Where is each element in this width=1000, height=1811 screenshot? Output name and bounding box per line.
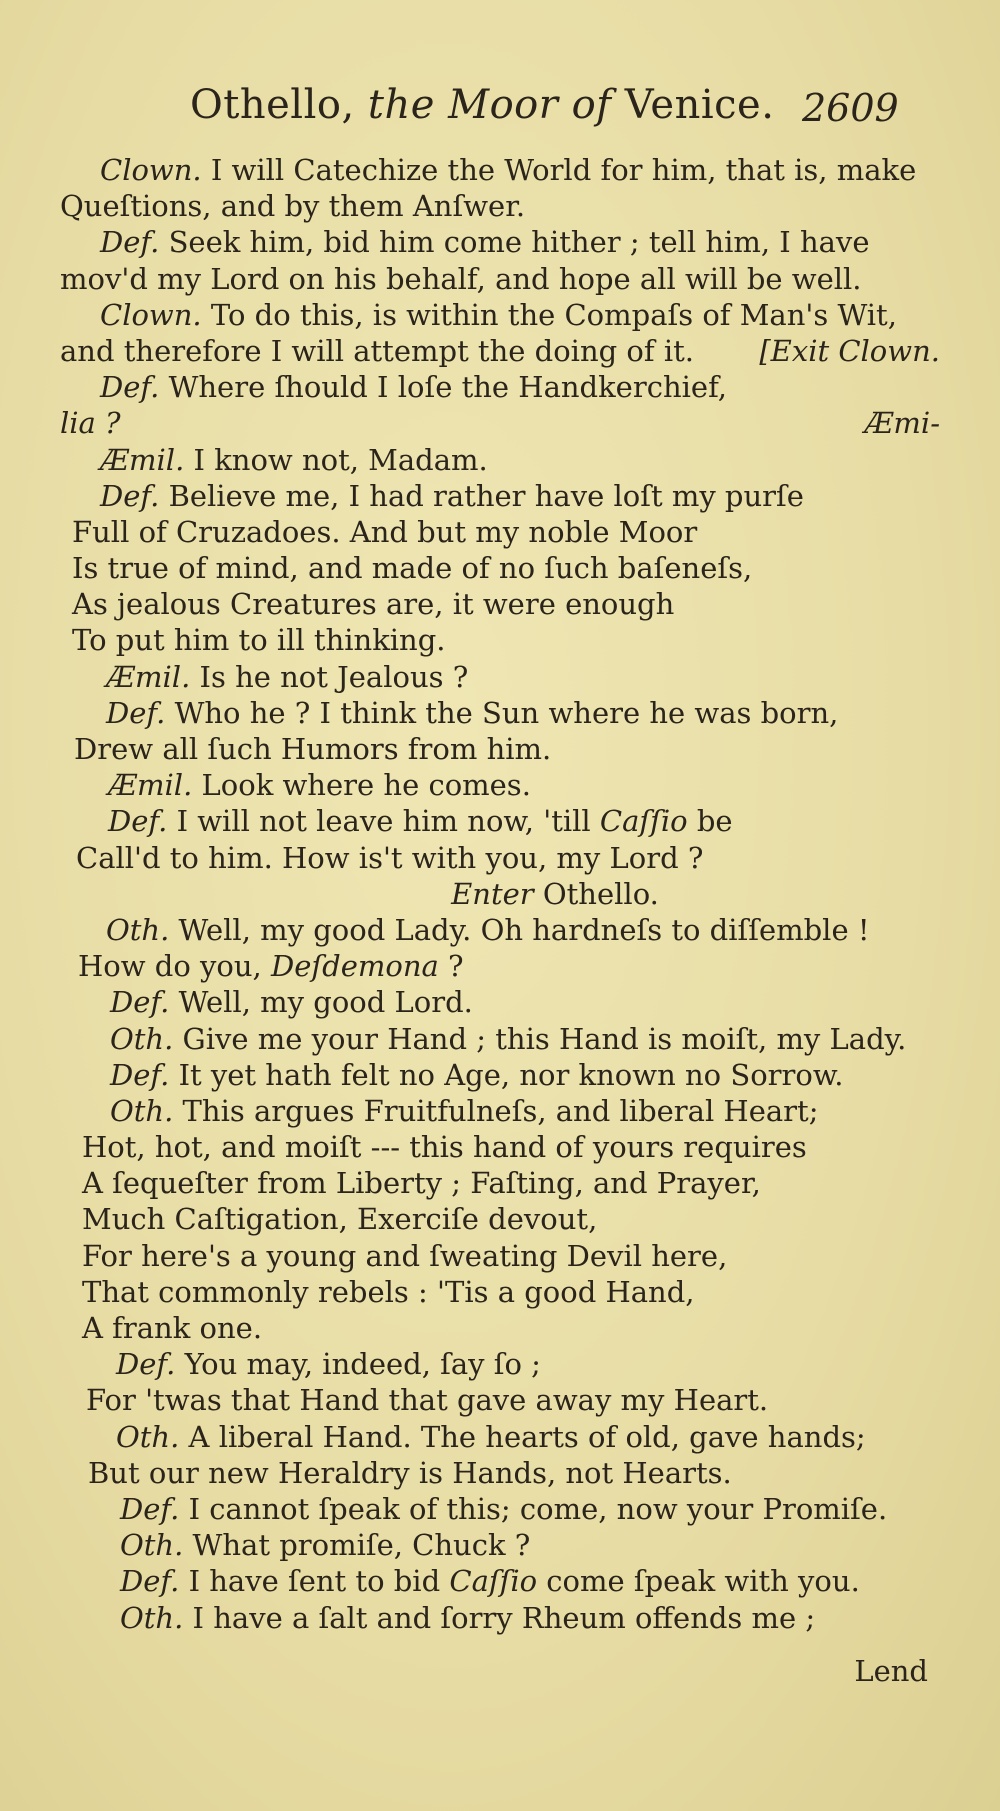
text-line	[60, 1346, 940, 1382]
line-text: What promiſe, Chuck ?	[192, 1528, 531, 1563]
speaker-name: Def.	[120, 1491, 180, 1526]
play-text	[60, 152, 940, 1636]
line-text: Hot, hot, and moiſt --- this hand of yours requires	[82, 1130, 807, 1165]
text-line	[60, 478, 940, 514]
running-title	[190, 82, 774, 128]
text-line	[60, 1455, 940, 1491]
speaker-name: Def.	[120, 1564, 180, 1599]
line-text: I have a ſalt and ſorry Rheum offends me ;	[192, 1600, 816, 1635]
text-line	[60, 1165, 940, 1201]
stage-direction-enter: Enter	[451, 876, 534, 911]
speaker-name: Oth.	[120, 1528, 184, 1563]
line-text: mov'd my Lord on his behalf, and hope all will be well.	[60, 261, 862, 296]
line-text: But our new Heraldry is Hands, not Hearts.	[88, 1455, 732, 1490]
line-text: Call'd to him. How is't with you, my Lord ?	[76, 840, 704, 875]
speaker-name: Def.	[110, 1057, 170, 1092]
text-line	[60, 912, 940, 948]
text-line	[60, 622, 940, 658]
line-text: Drew all ſuch Humors from him.	[74, 732, 552, 766]
line-text: Well, my good Lady. Oh hardneſs to diſſemble !	[178, 912, 870, 947]
line-text: For here's a young and ſweating Devil here,	[82, 1238, 728, 1273]
text-line	[60, 731, 940, 767]
line-text: To do this, is within the Compaſs of Man's Wit,	[210, 297, 897, 332]
line-text: A liberal Hand. The hearts of old, gave hands;	[188, 1419, 866, 1454]
line-text: I know not, Madam.	[193, 442, 488, 477]
running-title-italic: the Moor of	[367, 82, 612, 128]
text-line	[60, 261, 940, 297]
speaker-name: Æmil.	[108, 768, 193, 803]
text-line	[60, 767, 940, 803]
text-line	[60, 1419, 940, 1455]
line-text: I will Catechize the World for him, that is, make	[210, 153, 917, 187]
line-text: Queſtions, and by them Anſwer.	[60, 189, 526, 224]
line-text: Well, my good Lord.	[178, 985, 473, 1020]
text-line	[60, 188, 940, 224]
text-line	[60, 405, 940, 441]
speaker-name: Oth.	[110, 1021, 174, 1056]
text-line	[60, 1563, 940, 1599]
line-text: A frank one.	[82, 1311, 263, 1345]
line-text-tail: ?	[448, 949, 464, 984]
line-text-tail: come ſpeak with you.	[546, 1564, 860, 1599]
line-text: and therefore I will attempt the doing of it.	[60, 333, 694, 368]
running-title-part: Othello,	[190, 82, 355, 128]
text-line	[60, 1093, 940, 1129]
speaker-name: Def.	[100, 225, 160, 260]
line-text: I cannot ſpeak of this; come, now your Promiſe.	[188, 1491, 888, 1526]
speaker-name: Def.	[110, 985, 170, 1020]
italic-name: Caſſio	[449, 1564, 538, 1599]
line-text: For 'twas that Hand that gave away my Heart.	[86, 1383, 769, 1418]
text-line	[60, 1527, 940, 1563]
line-text: I will not leave him now, 'till	[176, 804, 591, 839]
speaker-name: Æmil.	[106, 659, 191, 694]
line-text-tail: be	[696, 804, 733, 839]
line-text: Seek him, bid him come hither ; tell him, I have	[168, 225, 870, 260]
text-line	[60, 586, 940, 622]
line-text: You may, indeed, ſay ſo ;	[184, 1347, 541, 1382]
line-text: Believe me, I had rather have loſt my purſe	[168, 478, 804, 513]
line-text: I have ſent to bid	[188, 1564, 441, 1599]
line-text: Much Caſtigation, Exerciſe devout,	[82, 1202, 598, 1237]
speaker-name: Clown.	[100, 153, 202, 187]
speaker-name: lia ?	[60, 406, 121, 441]
stage-direction-exit: [Exit Clown.	[759, 333, 940, 368]
running-title-part: Venice.	[624, 82, 775, 128]
speaker-name: Def.	[100, 478, 160, 513]
line-text: How do you,	[78, 949, 262, 984]
line-text: Full of Cruzadoes. And but my noble Moor	[72, 514, 698, 549]
speaker-name: Clown.	[100, 297, 202, 332]
text-line	[60, 224, 940, 260]
text-line	[60, 550, 940, 586]
line-text: To put him to ill thinking.	[72, 623, 446, 658]
text-line	[60, 1600, 940, 1636]
text-line	[60, 1274, 940, 1310]
line-text: Is true of mind, and made of no ſuch baſeneſs,	[72, 551, 753, 586]
speaker-name: Oth.	[106, 912, 170, 947]
line-text: As jealous Creatures are, it were enough	[72, 587, 675, 622]
speaker-name: Oth.	[120, 1600, 184, 1635]
speaker-name: Def.	[106, 695, 166, 730]
line-text: It yet hath felt no Age, nor known no Sorrow.	[178, 1057, 844, 1092]
text-line	[60, 1382, 940, 1418]
page-number: 2609	[802, 86, 899, 130]
line-text: That commonly rebels : 'Tis a good Hand,	[82, 1274, 695, 1309]
line-text: A ſequeſter from Liberty ; Faſting, and Prayer,	[82, 1166, 761, 1201]
speaker-name: Def.	[100, 370, 160, 405]
text-line	[60, 659, 940, 695]
text-line	[60, 333, 940, 369]
text-line	[60, 152, 940, 188]
speaker-name: Oth.	[116, 1419, 180, 1454]
speaker-name: Oth.	[110, 1093, 174, 1128]
text-line	[60, 1238, 940, 1274]
text-line	[60, 876, 940, 912]
catchword: Lend	[854, 1654, 928, 1688]
line-text: Who he ? I think the Sun where he was born,	[174, 695, 839, 730]
text-line	[60, 984, 940, 1020]
text-line	[60, 1310, 940, 1346]
line-text: This argues Fruitfulneſs, and liberal Heart;	[182, 1093, 819, 1128]
speaker-name: Def.	[108, 804, 168, 839]
page-header	[0, 82, 1000, 142]
text-line	[60, 442, 940, 478]
text-line	[60, 948, 940, 984]
text-line	[60, 840, 940, 876]
line-text: Is he not Jealous ?	[199, 659, 469, 694]
speaker-name: Æmil.	[100, 442, 185, 477]
text-line	[60, 1201, 940, 1237]
speaker-name: Def.	[116, 1347, 176, 1382]
text-line	[60, 1491, 940, 1527]
text-line	[60, 803, 940, 839]
text-line	[60, 297, 940, 333]
line-text: Where ſhould I loſe the Handkerchief,	[168, 370, 727, 405]
text-line	[60, 514, 940, 550]
line-text: Give me your Hand ; this Hand is moiſt, my Lady.	[182, 1021, 907, 1056]
text-line	[60, 695, 940, 731]
line-text: Look where he comes.	[201, 768, 531, 803]
italic-name: Caſſio	[599, 804, 688, 839]
text-line	[60, 1057, 940, 1093]
text-line	[60, 1021, 940, 1057]
italic-name: Deſdemona	[271, 949, 439, 984]
text-line	[60, 1129, 940, 1165]
speaker-name-split: Æmi-	[864, 406, 940, 441]
stage-direction-name: Othello.	[542, 876, 659, 911]
